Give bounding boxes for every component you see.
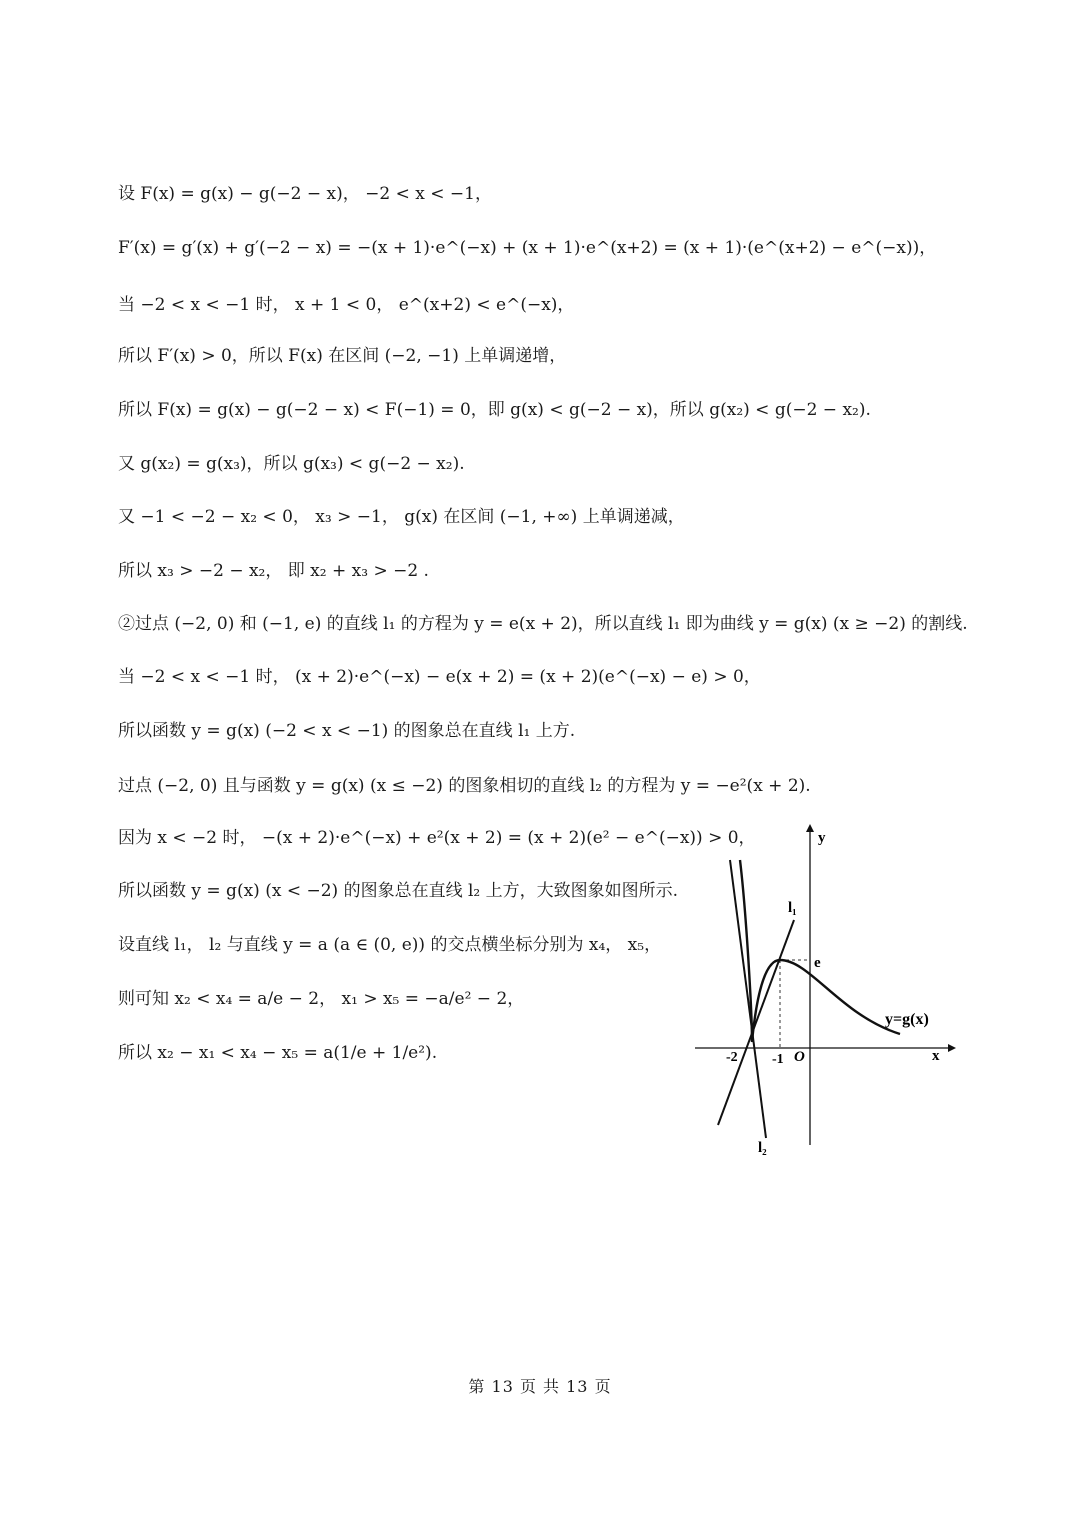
curve-g: [740, 860, 900, 1042]
page-footer: 第 13 页 共 13 页: [468, 1377, 612, 1396]
solution-line: 当 −2 < x < −1 时， (x + 2)·e^(−x) − e(x + 2) = (x + 2)(e^(−x) − e) > 0，: [118, 667, 761, 687]
solution-line: 又 −1 < −2 − x₂ < 0， x₃ > −1， g(x) 在区间 (−1, +∞) 上单调递减，: [118, 507, 685, 527]
solution-line: 所以 x₂ − x₁ < x₄ − x₅ = a(1/e + 1/e²).: [118, 1043, 438, 1063]
solution-line: 所以 x₃ > −2 − x₂， 即 x₂ + x₃ > −2 .: [118, 561, 429, 581]
x-axis-arrow: [948, 1044, 956, 1052]
solution-line: 所以函数 y = g(x) (x < −2) 的图象总在直线 l₂ 上方，大致图象如图所示.: [118, 881, 679, 901]
solution-line: 则可知 x₂ < x₄ = a/e − 2， x₁ > x₅ = −a/e² − 2，: [118, 989, 525, 1009]
solution-line: ②过点 (−2, 0) 和 (−1, e) 的直线 l₁ 的方程为 y = e(x + 2)，所以直线 l₁ 即为曲线 y = g(x) (x ≥ −2) 的割线.: [118, 614, 968, 634]
e-label: e: [814, 955, 821, 971]
solution-line: 所以 F(x) = g(x) − g(−2 − x) < F(−1) = 0，即 g(x) < g(−2 − x)，所以 g(x₂) < g(−2 − x₂).: [118, 400, 871, 420]
line-l1: [718, 920, 794, 1125]
l2-label: l₂: [758, 1140, 767, 1156]
l1-label: l₁: [788, 900, 797, 916]
function-graph: [690, 820, 970, 1160]
solution-line: 当 −2 < x < −1 时， x + 1 < 0， e^(x+2) < e^(−x)，: [118, 295, 575, 315]
origin-label: O: [794, 1049, 805, 1065]
x-axis-label: x: [932, 1048, 940, 1064]
solution-line: 过点 (−2, 0) 且与函数 y = g(x) (x ≤ −2) 的图象相切的直线 l₂ 的方程为 y = −e²(x + 2).: [118, 776, 811, 796]
curve-label: y=g(x): [885, 1011, 929, 1028]
solution-line: 设直线 l₁， l₂ 与直线 y = a (a ∈ (0, e)) 的交点横坐标分别为 x₄， x₅，: [118, 935, 662, 955]
solution-line: 又 g(x₂) = g(x₃)，所以 g(x₃) < g(−2 − x₂).: [118, 454, 465, 474]
solution-line: 设 F(x) = g(x) − g(−2 − x)， −2 < x < −1，: [118, 184, 492, 204]
y-axis-label: y: [818, 830, 826, 846]
solution-line: 因为 x < −2 时， −(x + 2)·e^(−x) + e²(x + 2) = (x + 2)(e² − e^(−x)) > 0，: [118, 828, 756, 848]
solution-line: 所以 F′(x) > 0，所以 F(x) 在区间 (−2, −1) 上单调递增，: [118, 346, 567, 366]
tick-label-neg1: -1: [772, 1052, 784, 1067]
y-axis-arrow: [806, 824, 814, 832]
line-l2: [730, 860, 766, 1138]
tick-label-neg2: -2: [726, 1050, 738, 1065]
solution-line: F′(x) = g′(x) + g′(−2 − x) = −(x + 1)·e^(−x) + (x + 1)·e^(x+2) = (x + 1)·(e^(x+2) − e^(−x))，: [118, 238, 937, 258]
solution-line: 所以函数 y = g(x) (−2 < x < −1) 的图象总在直线 l₁ 上方.: [118, 721, 576, 741]
